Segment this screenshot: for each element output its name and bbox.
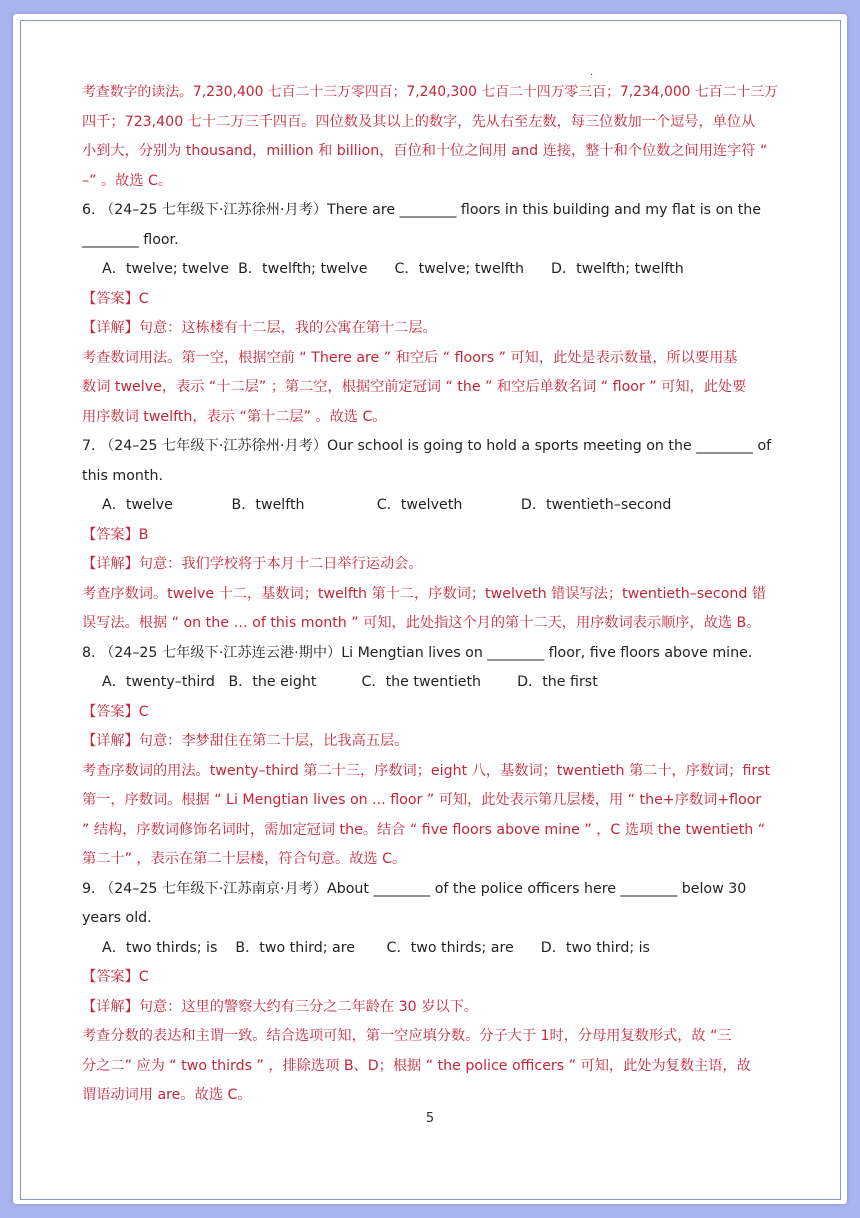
question-options: A．twelve; twelve B．twelfth; twelve C．twelve; twelfth D．twelfth; twelfth (102, 261, 684, 277)
analysis-line: 考查序数词。twelve 十二，基数词；twelfth 第十二，序数词；twelveth 错误写法；twentieth–second 错 (82, 585, 767, 602)
question-stem-line: ________ floor. (82, 231, 179, 248)
analysis-line: 考查数词用法。第一空，根据空前 “ There are ” 和空后 “ floors ” 可知，此处是表示数量，所以要用基 (82, 349, 738, 366)
question-stem-line: years old. (82, 910, 152, 926)
question-options: A．two thirds; is B．two third; are C．two thirds; are D．two third; is (102, 939, 650, 956)
question-stem-line: 6. （24–25 七年级下·江苏徐州·月考）There are ________ floors in this building and my flat is on the (82, 202, 762, 218)
analysis-line: 考查分数的表达和主谓一致。结合选项可知，第一空应填分数。分子大于 1时，分母用复数形式，故 “三 (82, 1028, 732, 1044)
analysis-line: 考查序数词的用法。twenty–third 第二十三，序数词；eight 八，基数词；twentieth 第二十，序数词；first (82, 762, 771, 779)
analysis-line: 分之二” 应为 “ two thirds ” ，排除选项 B、D；根据 “ the police officers ” 可知，此处为复数主语，故 (82, 1057, 751, 1074)
document-content (82, 78, 782, 1111)
answer-line: 【答案】C (82, 290, 149, 307)
analysis-line: 第二十” ，表示在第二十层楼，符合句意。故选 C。 (82, 851, 407, 867)
explanation-line: –” 。故选 C。 (82, 172, 173, 189)
analysis-line: 数词 twelve，表示 “十二层” ；第二空，根据空前定冠词 “ the ” 和空后单数名词 “ floor ” 可知，此处要 (82, 379, 747, 395)
answer-line: 【答案】B (82, 526, 149, 543)
analysis-line: 误写法。根据 “ on the … of this month ” 可知，此处指这个月的第十二天，用序数词表示顺序，故选 B。 (82, 615, 761, 631)
answer-line: 【答案】C (82, 703, 149, 720)
explanation-line: 四千；723,400 七十二万三千四百。四位数及其以上的数字，先从右至左数，每三位数加一个逗号，单位从 (82, 113, 756, 130)
page-number: 5 (425, 1111, 435, 1126)
analysis-line: 谓语动词用 are。故选 C。 (82, 1087, 252, 1103)
detail-line: 【详解】句意：我们学校将于本月十二日举行运动会。 (82, 556, 423, 572)
question-stem-line: 7. （24–25 七年级下·江苏徐州·月考）Our school is going to hold a sports meeting on the ________ of (82, 438, 772, 454)
question-stem-line: 8. （24–25 七年级下·江苏连云港·期中）Li Mengtian lives on ________ floor, five floors above mine. (82, 644, 753, 661)
question-7 (82, 432, 782, 639)
question-stem-line: 9. （24–25 七年级下·江苏南京·月考）About ________ of the police officers here ________ below 30 (82, 880, 747, 897)
detail-line: 【详解】句意：这里的警察大约有三分之二年龄在 30 岁以下。 (82, 998, 478, 1015)
detail-line: 【详解】句意：李梦甜住在第二十层，比我高五层。 (82, 733, 409, 749)
question-8 (82, 639, 782, 875)
analysis-line: 第一，序数词。根据 “ Li Mengtian lives on ... floor ” 可知，此处表示第几层楼，用 “ the+序数词+floor (82, 792, 762, 808)
question-9 (82, 875, 782, 1111)
explanation-line: 小到大，分别为 thousand，million 和 billion，百位和十位之间用 and 连接，整十和个位数之间用连字符 “ (82, 143, 768, 159)
question-options: A．twelve B．twelfth C．twelveth D．twentieth–second (102, 497, 672, 513)
question-stem-line: this month. (82, 467, 163, 484)
analysis-line: 用序数词 twelfth，表示 “第十二层” 。故选 C。 (82, 408, 387, 425)
question-options: A．twenty–third B．the eight C．the twentieth D．the first (102, 674, 598, 690)
analysis-line: ” 结构，序数词修饰名词时，需加定冠词 the。结合 “ five floors above mine ” ，C 选项 the twentieth “ (82, 821, 766, 838)
stray-dot: · (590, 70, 594, 81)
top-explanation-block (82, 78, 782, 196)
detail-line: 【详解】句意：这栋楼有十二层，我的公寓在第十二层。 (82, 320, 437, 336)
explanation-line: 考查数字的读法。7,230,400 七百二十三万零四百；7,240,300 七百二十四万零三百；7,234,000 七百二十三万 (82, 84, 779, 100)
answer-line: 【答案】C (82, 969, 149, 985)
question-6 (82, 196, 782, 432)
